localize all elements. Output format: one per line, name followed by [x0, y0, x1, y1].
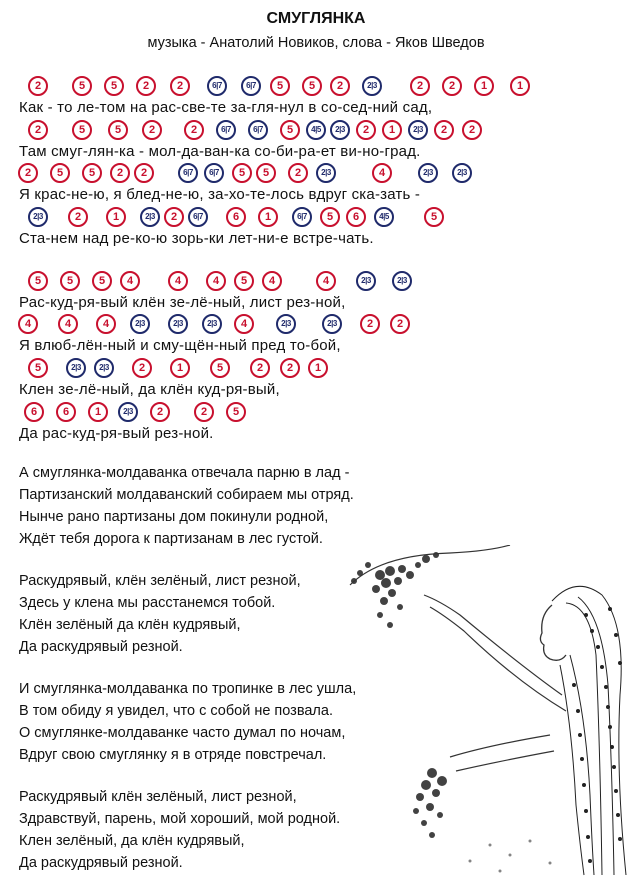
note-marker: 1 [106, 207, 126, 227]
note-marker: 2 [184, 120, 204, 140]
note-marker: 4|5 [374, 207, 394, 227]
verse-line: Нынче рано партизаны дом покинули родной, [19, 509, 329, 525]
note-marker: 6|7 [207, 76, 227, 96]
note-marker: 2|3 [140, 207, 160, 227]
note-marker: 5 [302, 76, 322, 96]
note-marker: 2 [134, 163, 154, 183]
note-marker: 4 [168, 271, 188, 291]
note-marker: 2 [360, 314, 380, 334]
verse-line: Раскудрявый клён зелёный, лист резной, [19, 789, 297, 805]
note-marker: 1 [170, 358, 190, 378]
grape-cluster-bottom [413, 768, 447, 838]
verse-line: Здравствуй, парень, мой хороший, мой родной. [19, 811, 341, 827]
note-marker: 2 [68, 207, 88, 227]
song-credits: музыка - Анатолий Новиков, слова - Яков Шведов [147, 35, 485, 51]
note-marker: 2|3 [130, 314, 150, 334]
note-marker: 6|7 [248, 120, 268, 140]
note-marker: 6 [226, 207, 246, 227]
note-marker: 2 [280, 358, 300, 378]
note-row [0, 402, 632, 426]
note-marker: 2|3 [452, 163, 472, 183]
note-marker: 2 [28, 76, 48, 96]
note-marker: 2 [142, 120, 162, 140]
note-marker: 2 [170, 76, 190, 96]
lyric-line: Клен зе-лё-ный, да клён куд-ря-вый, [19, 381, 280, 398]
note-marker: 2 [330, 76, 350, 96]
verse-line: Партизанский молдаванский собираем мы отряд. [19, 487, 354, 503]
note-marker: 6 [56, 402, 76, 422]
note-marker: 2 [462, 120, 482, 140]
verse-line: Раскудрявый, клён зелёный, лист резной, [19, 573, 301, 589]
note-marker: 4 [234, 314, 254, 334]
note-marker: 4 [120, 271, 140, 291]
note-marker: 2 [28, 120, 48, 140]
song-title: СМУГЛЯНКА [266, 10, 366, 27]
note-marker: 2 [356, 120, 376, 140]
note-marker: 5 [226, 402, 246, 422]
note-marker: 4 [372, 163, 392, 183]
note-marker: 1 [308, 358, 328, 378]
lyric-line: Я крас-не-ю, я блед-не-ю, за-хо-те-лось вдруг ска-зать - [19, 186, 421, 203]
note-marker: 6|7 [204, 163, 224, 183]
note-marker: 2 [390, 314, 410, 334]
note-marker: 4 [58, 314, 78, 334]
note-marker: 2 [132, 358, 152, 378]
lyric-line: Как - то ле-том на рас-све-те за-гля-нул в со-сед-ний сад, [19, 99, 433, 116]
note-marker: 2 [164, 207, 184, 227]
note-marker: 2 [136, 76, 156, 96]
note-marker: 5 [280, 120, 300, 140]
note-marker: 5 [60, 271, 80, 291]
note-marker: 5 [256, 163, 276, 183]
note-marker: 5 [50, 163, 70, 183]
note-marker: 5 [234, 271, 254, 291]
note-row [0, 76, 632, 100]
note-row [0, 163, 632, 187]
note-marker: 2 [110, 163, 130, 183]
hair-braids [552, 586, 626, 875]
note-marker: 4 [316, 271, 336, 291]
note-marker: 5 [424, 207, 444, 227]
note-marker: 2|3 [408, 120, 428, 140]
note-marker: 5 [104, 76, 124, 96]
note-marker: 6|7 [188, 207, 208, 227]
note-marker: 5 [82, 163, 102, 183]
note-marker: 2|3 [362, 76, 382, 96]
verse-line: А смуглянка-молдаванка отвечала парню в лад - [19, 465, 350, 481]
note-marker: 5 [72, 76, 92, 96]
verse-line: Клен зелёный, да клён кудрявый, [19, 833, 245, 849]
note-row [0, 358, 632, 382]
note-marker: 2|3 [356, 271, 376, 291]
note-marker: 2 [434, 120, 454, 140]
note-marker: 1 [474, 76, 494, 96]
verse-line: Да раскудрявый резной. [19, 855, 183, 871]
note-marker: 1 [510, 76, 530, 96]
note-marker: 6|7 [241, 76, 261, 96]
note-row [0, 271, 632, 295]
note-marker: 4 [262, 271, 282, 291]
note-marker: 2 [18, 163, 38, 183]
note-marker: 5 [28, 271, 48, 291]
lyric-line: Там смуг-лян-ка - мол-да-ван-ка со-би-ра-ет ви-но-град. [19, 143, 421, 160]
note-row [0, 120, 632, 144]
note-marker: 6|7 [216, 120, 236, 140]
note-marker: 2|3 [418, 163, 438, 183]
lyric-line: Я влюб-лён-ный и смy-щён-ный пред то-бой, [19, 337, 341, 354]
note-marker: 1 [88, 402, 108, 422]
note-marker: 4 [206, 271, 226, 291]
note-marker: 2 [194, 402, 214, 422]
note-marker: 2 [442, 76, 462, 96]
note-marker: 4 [18, 314, 38, 334]
grape-cluster-top [351, 552, 439, 628]
braid-texture [572, 607, 622, 863]
note-marker: 2|3 [316, 163, 336, 183]
verse-line: И смуглянка-молдаванка по тропинке в лес ушла, [19, 681, 357, 697]
verse-line: Вдруг свою смуглянку я в отряде повстречал. [19, 747, 327, 763]
note-marker: 2|3 [28, 207, 48, 227]
lyric-line: Рас-куд-ря-вый клён зе-лё-ный, лист рез-ной, [19, 294, 346, 311]
note-marker: 5 [320, 207, 340, 227]
note-marker: 1 [258, 207, 278, 227]
note-marker: 2|3 [322, 314, 342, 334]
note-marker: 2|3 [330, 120, 350, 140]
note-marker: 5 [108, 120, 128, 140]
note-marker: 6|7 [292, 207, 312, 227]
verse-line: Да раскудрявый резной. [19, 639, 183, 655]
verse-line: Здесь у клена мы расстанемся тобой. [19, 595, 276, 611]
note-marker: 6 [346, 207, 366, 227]
note-marker: 2|3 [118, 402, 138, 422]
note-marker: 5 [210, 358, 230, 378]
verse-line: Ждёт тебя дорога к партизанам в лес густой. [19, 531, 323, 547]
note-marker: 2|3 [276, 314, 296, 334]
note-marker: 2|3 [202, 314, 222, 334]
verse-line: Клён зелёный да клён кудрявый, [19, 617, 241, 633]
note-marker: 2 [410, 76, 430, 96]
note-marker: 2 [150, 402, 170, 422]
note-marker: 2 [250, 358, 270, 378]
note-marker: 6 [24, 402, 44, 422]
note-marker: 4 [96, 314, 116, 334]
lyric-line: Да рас-куд-ря-вый рез-ной. [19, 425, 214, 442]
note-marker: 5 [28, 358, 48, 378]
note-marker: 2|3 [392, 271, 412, 291]
note-marker: 5 [232, 163, 252, 183]
girl-illustration [340, 545, 632, 883]
note-row [0, 207, 632, 231]
note-marker: 4|5 [306, 120, 326, 140]
lyric-line: Ста-нем над ре-ко-ю зорь-ки лет-ни-е встре-чать. [19, 230, 374, 247]
note-row [0, 314, 632, 338]
note-marker: 2|3 [66, 358, 86, 378]
verse-line: О смуглянке-молдаванке часто думал по ночам, [19, 725, 346, 741]
note-marker: 2|3 [168, 314, 188, 334]
verse-line: В том обиду я увидел, что с собой не позвала. [19, 703, 333, 719]
note-marker: 5 [72, 120, 92, 140]
note-marker: 5 [270, 76, 290, 96]
note-marker: 2 [288, 163, 308, 183]
note-marker: 1 [382, 120, 402, 140]
note-marker: 5 [92, 271, 112, 291]
note-marker: 6|7 [178, 163, 198, 183]
note-marker: 2|3 [94, 358, 114, 378]
